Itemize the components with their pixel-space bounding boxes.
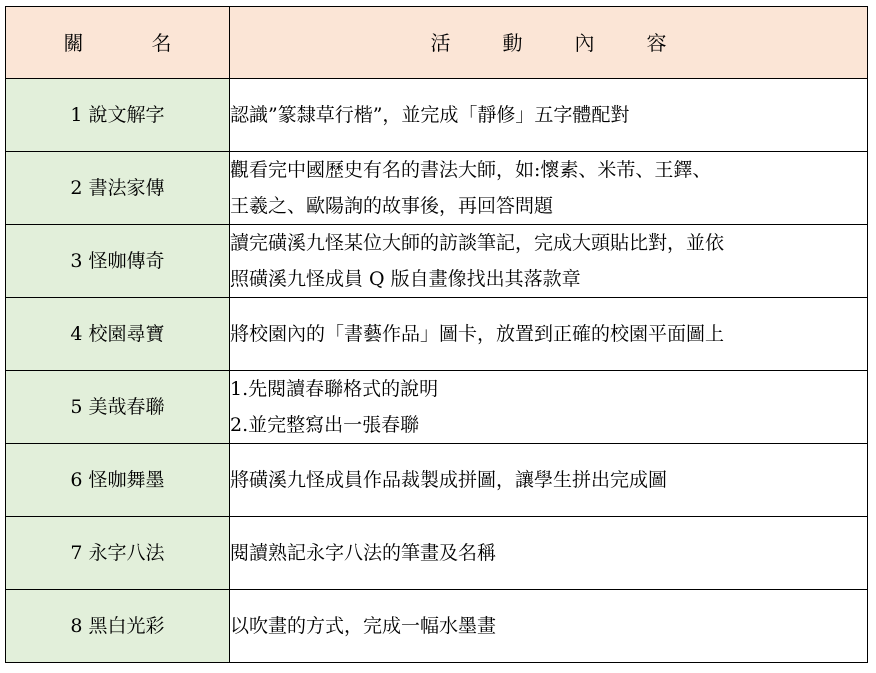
table-row (6, 225, 868, 298)
content-line: 將磺溪九怪成員作品裁製成拼圖，讓學生拼出完成圖 (230, 469, 668, 491)
content-line: 觀看完中國歷史有名的書法大師，如:懷素、米芾、王鐸、 (230, 159, 712, 181)
content-line: 照磺溪九怪成員 Q 版自畫像找出其落款章 (230, 268, 581, 290)
level-cell: 7 永字八法 (6, 517, 230, 590)
table-row (6, 444, 868, 517)
content-line: 讀完磺溪九怪某位大師的訪談筆記，完成大頭貼比對，並依 (230, 232, 725, 254)
table-row (6, 590, 868, 663)
level-cell: 1 說文解字 (6, 79, 230, 152)
table-row (6, 517, 868, 590)
content-cell (230, 590, 868, 663)
content-cell (230, 298, 868, 371)
content-line: 閱讀熟記永字八法的筆畫及名稱 (230, 542, 497, 564)
content-cell (230, 371, 868, 444)
level-cell: 6 怪咖舞墨 (6, 444, 230, 517)
table-row (6, 152, 868, 225)
content-line: 1.先閱讀春聯格式的說明 (230, 378, 439, 400)
level-cell: 2 書法家傳 (6, 152, 230, 225)
table-row (6, 371, 868, 444)
content-cell (230, 517, 868, 590)
content-line: 王羲之、歐陽詢的故事後，再回答問題 (230, 195, 554, 217)
content-cell (230, 225, 868, 298)
header-row (6, 7, 868, 79)
header-content: 活動內容 (230, 7, 868, 79)
content-line: 認識”篆隸草行楷”，並完成「靜修」五字體配對 (230, 104, 630, 126)
activity-table (5, 6, 868, 663)
level-cell: 4 校園尋寶 (6, 298, 230, 371)
content-cell (230, 152, 868, 225)
level-cell: 8 黑白光彩 (6, 590, 230, 663)
level-cell: 5 美哉春聯 (6, 371, 230, 444)
table-row (6, 79, 868, 152)
content-cell (230, 79, 868, 152)
table-row (6, 298, 868, 371)
content-cell (230, 444, 868, 517)
level-cell: 3 怪咖傳奇 (6, 225, 230, 298)
content-line: 將校園內的「書藝作品」圖卡，放置到正確的校園平面圖上 (230, 323, 725, 345)
content-line: 2.並完整寫出一張春聯 (230, 414, 420, 436)
content-line: 以吹畫的方式，完成一幅水墨畫 (230, 615, 497, 637)
header-level: 關名 (6, 7, 230, 79)
